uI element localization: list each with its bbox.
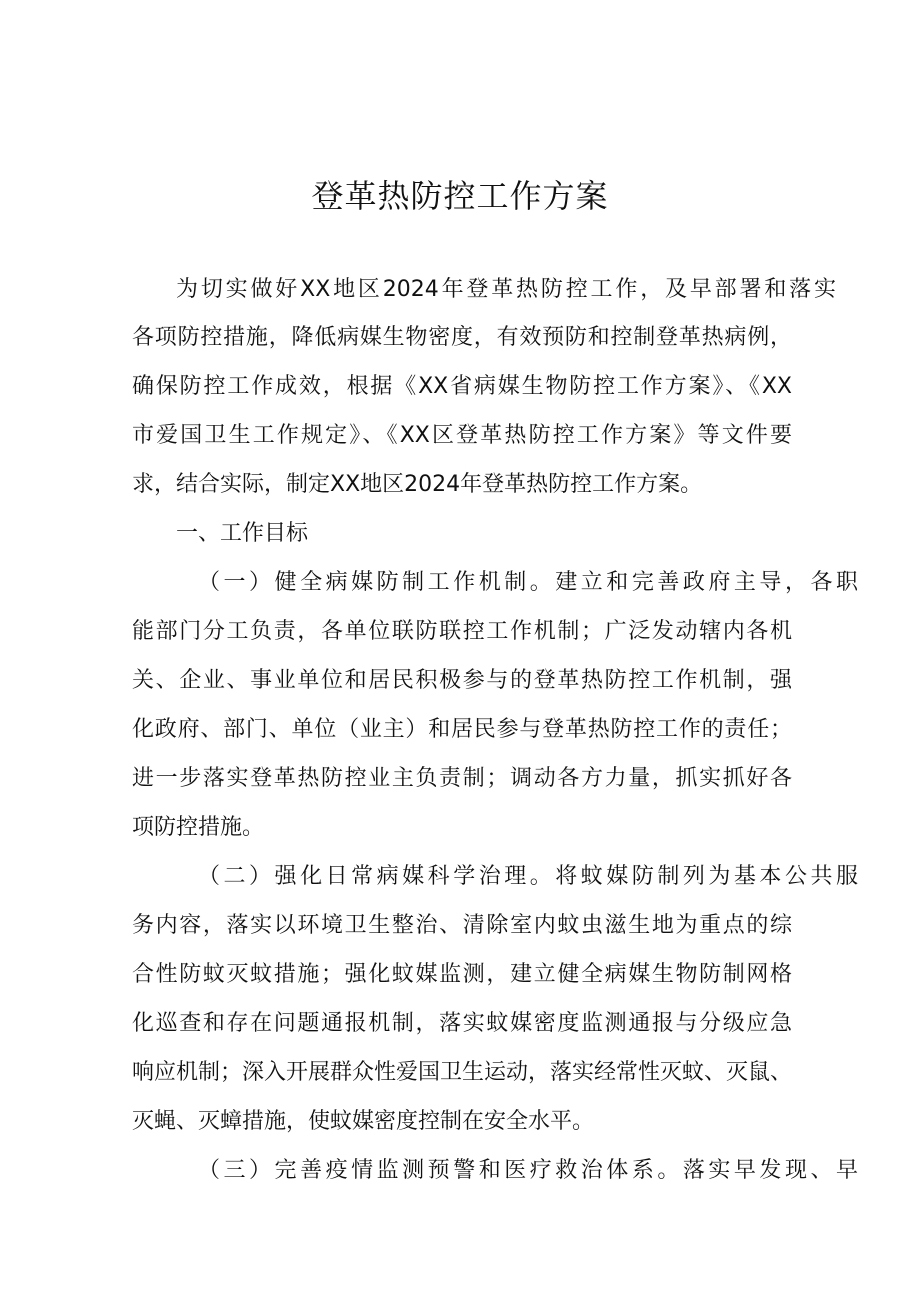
item1-line-4: 化政府、部门、单位（业主）和居民参与登革热防控工作的责任；	[132, 717, 792, 742]
intro-line-3: 确保防控工作成效，根据《XX省病媒生物防控工作方案》、《XX	[132, 374, 792, 399]
intro-line-2: 各项防控措施，降低病媒生物密度，有效预防和控制登革热病例，	[132, 325, 792, 350]
item2-line-6: 灭蝇、灭蟑措施，使蚊媒密度控制在安全水平。	[132, 1109, 595, 1134]
section-heading-work-goals: 一、工作目标	[176, 521, 309, 546]
item2-line-3: 合性防蚊灭蚊措施；强化蚊媒监测，建立健全病媒生物防制网格	[132, 962, 792, 987]
intro-line-5: 求，结合实际，制定XX地区2024年登革热防控工作方案。	[132, 472, 703, 497]
item1-line-1: （一）健全病媒防制工作机制。建立和完善政府主导，各职	[198, 570, 858, 595]
item2-line-5: 响应机制；深入开展群众性爱国卫生运动，落实经常性灭蚊、灭鼠、	[132, 1060, 792, 1085]
intro-line-4: 市爱国卫生工作规定》、《XX区登革热防控工作方案》等文件要	[132, 423, 792, 448]
item2-line-2: 务内容，落实以环境卫生整治、清除室内蚊虫滋生地为重点的综	[132, 913, 792, 938]
item2-line-4: 化巡查和存在问题通报机制，落实蚊媒密度监测通报与分级应急	[132, 1011, 792, 1036]
document-title: 登革热防控工作方案	[311, 177, 609, 215]
item2-line-1: （二）强化日常病媒科学治理。将蚊媒防制列为基本公共服	[198, 864, 858, 889]
item1-line-3: 关、企业、事业单位和居民积极参与的登革热防控工作机制，强	[132, 668, 792, 693]
item1-line-5: 进一步落实登革热防控业主负责制；调动各方力量，抓实抓好各	[132, 766, 792, 791]
intro-line-1: 为切实做好XX地区2024年登革热防控工作，及早部署和落实	[176, 277, 836, 302]
item1-line-2: 能部门分工负责，各单位联防联控工作机制；广泛发动辖内各机	[132, 619, 792, 644]
item1-line-6: 项防控措施。	[132, 815, 265, 840]
item3-line-1: （三）完善疫情监测预警和医疗救治体系。落实早发现、早	[198, 1158, 858, 1183]
